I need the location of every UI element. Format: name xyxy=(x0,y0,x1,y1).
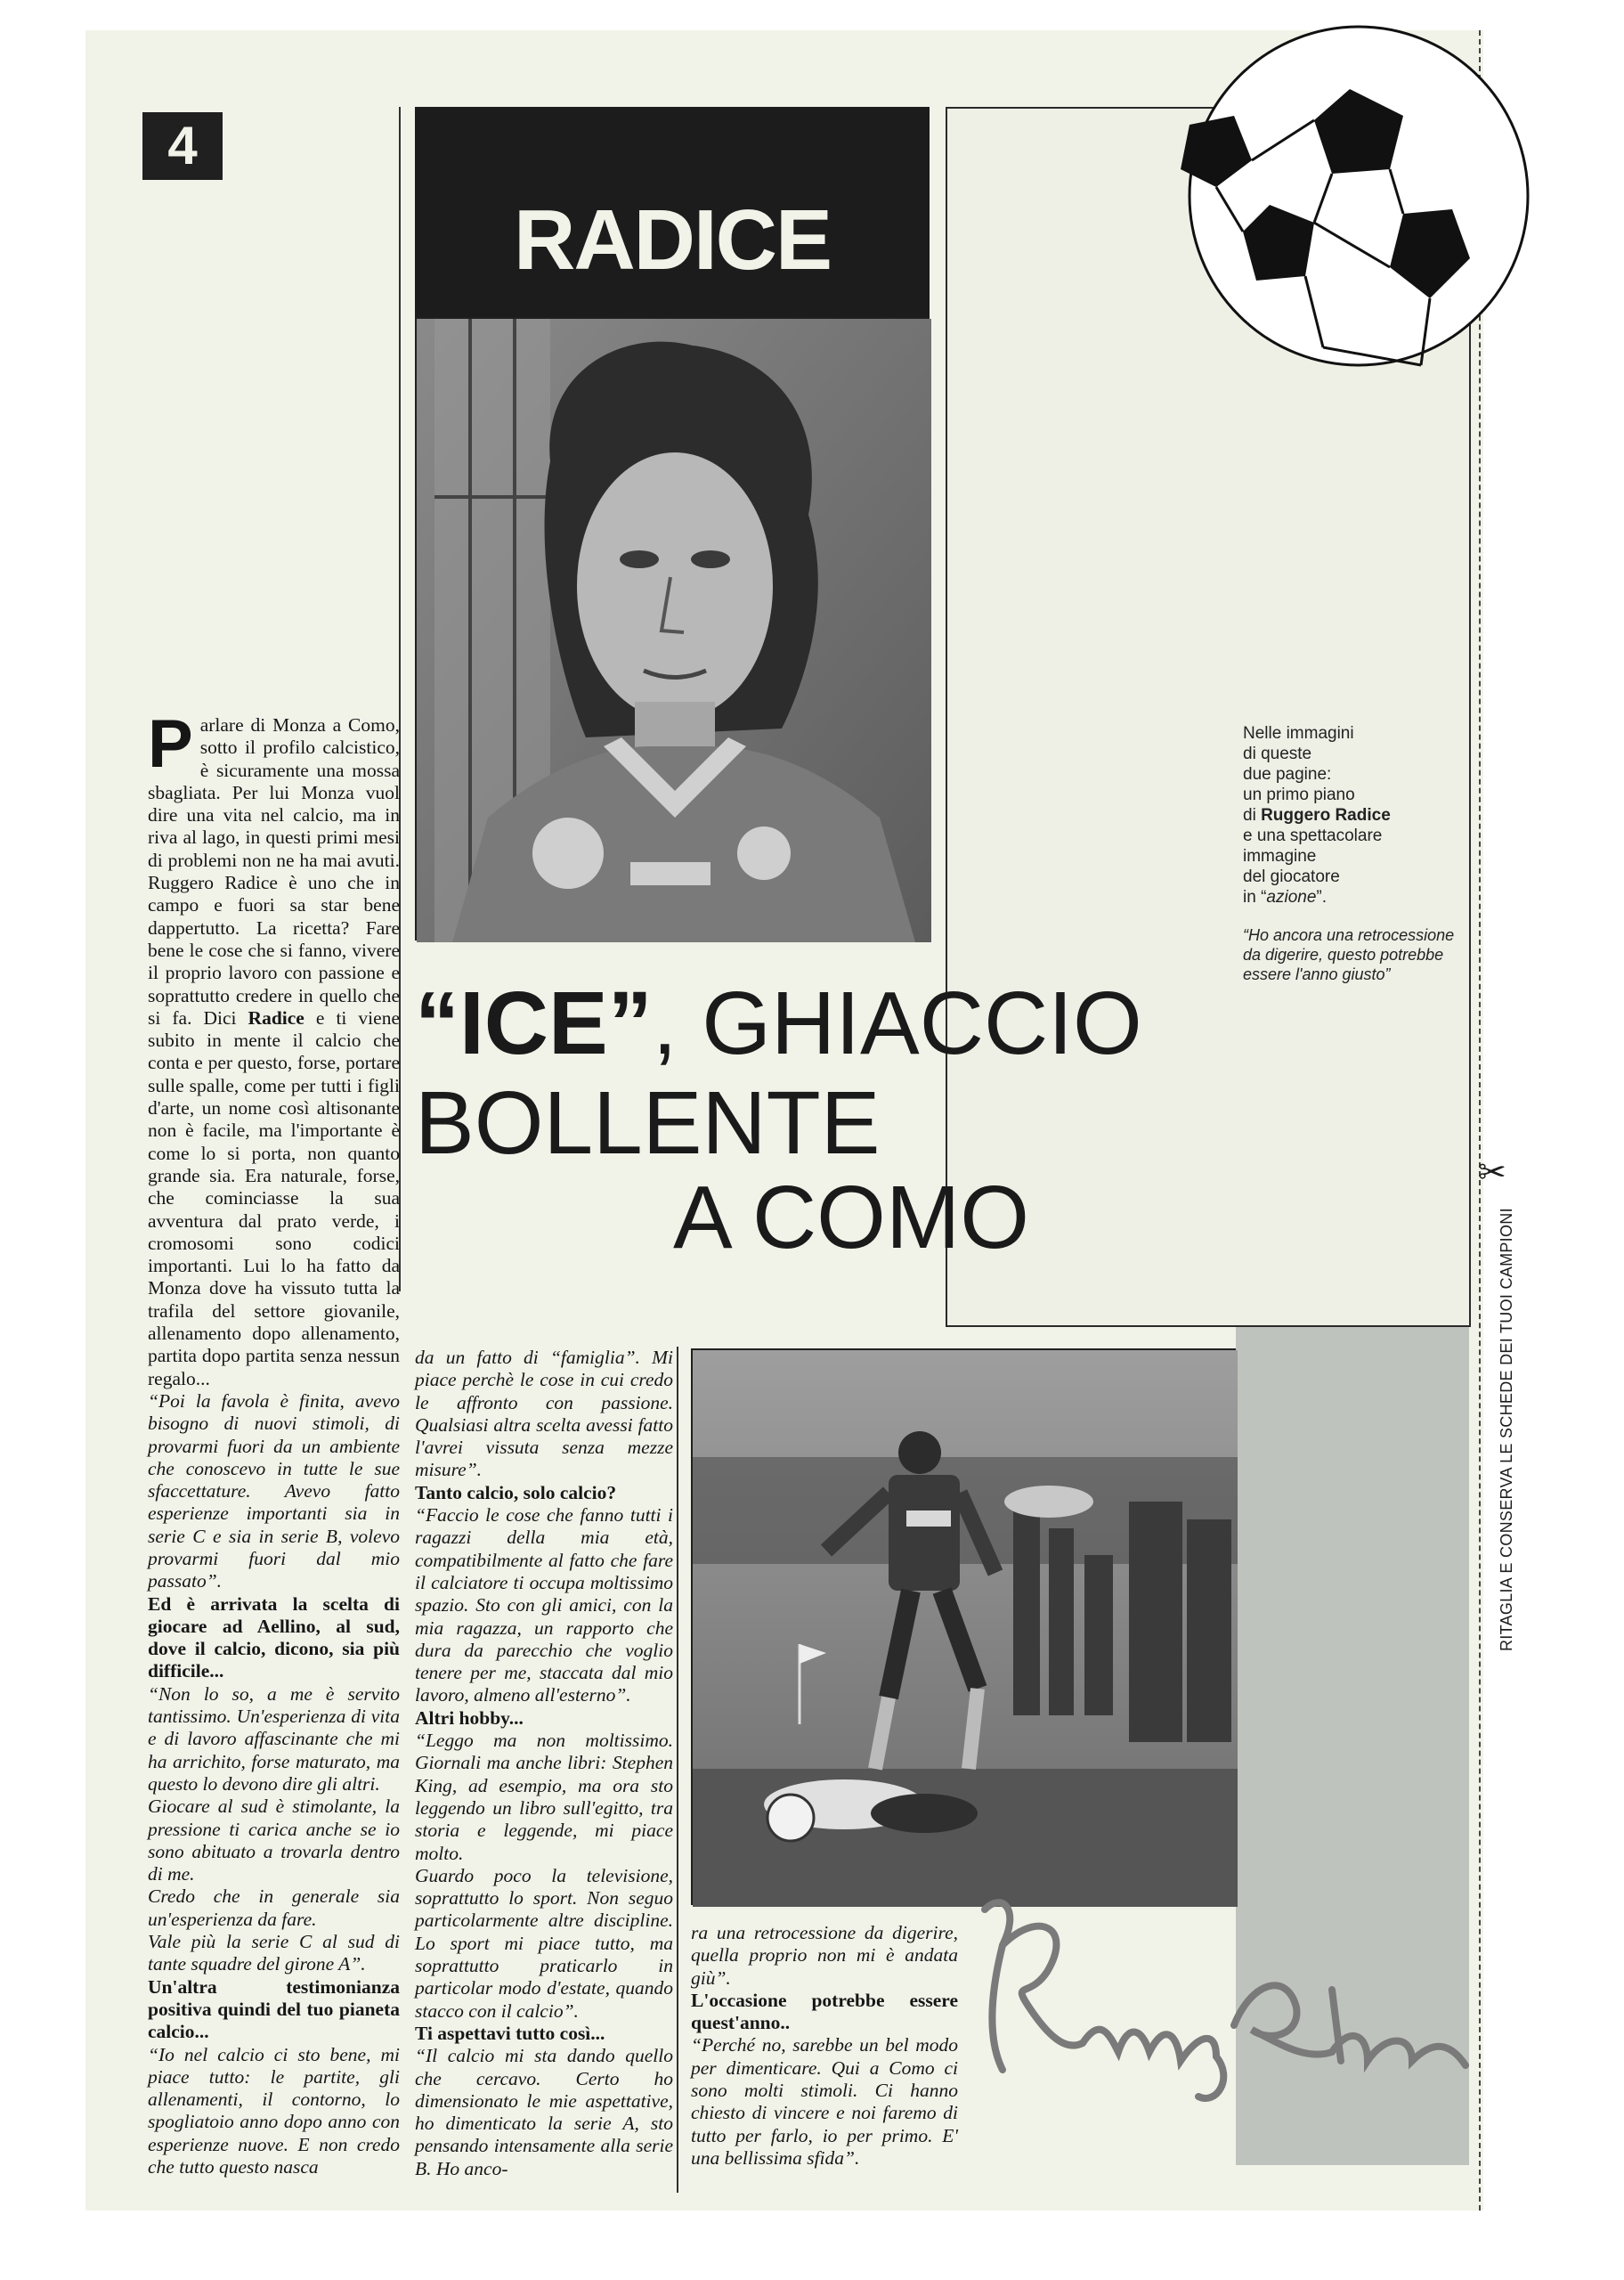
drop-cap: P xyxy=(148,706,193,782)
answer-7: “Perché no, sarebbe un bel modo per dimenticare. Qui a Como ci sono molti stimoli. Ci hanno chiesto di vincere e noi faremo di tutto per farlo, io per primo. E' una bellissima sfida”. xyxy=(691,2034,958,2169)
answer-3: “Io nel calcio ci sto bene, mi piace tutto: le partite, gli allenamenti, il contorno, lo spogliatoio anno dopo anno con esperienze nuove. E non credo che tutto questo nasca xyxy=(148,2043,400,2178)
answer-1: “Poi la favola è finita, avevo bisogno di nuovi stimoli, di provarmi fuori da un ambiente che conoscevo in tutte le sue sfaccettature. Avevo fatto esperienze importanti sia in serie C e sia in serie B, volevo provarmi fuori dal mio passato”. xyxy=(148,1389,400,1592)
photo-caption xyxy=(1243,723,1457,984)
portrait-photo xyxy=(415,317,930,940)
headline-line-1 xyxy=(415,973,1142,1073)
intro-text-2: e ti viene subito in mente il calcio che conta e per questo, forse, portare sulle spalle, come per tutti i figli d'arte, un nome così altisonante non è facile, ma l'importante è come lo si porta, non quanto grande sia. Era naturale, forse, che cominciasse la sua avventura dal prato verde, i cromosomi sono codici importanti. Lui lo ha fatto da Monza dove ha vissuto tutta la trafila del settore giovanile, allenamento dopo allenamento, partita dopo partita senza nessun regalo... xyxy=(148,1006,400,1389)
action-photo xyxy=(691,1348,1236,1905)
page-number: 4 xyxy=(142,112,223,180)
caption-quote: “Ho ancora una retrocessione da digerire, questo potrebbe essere l'anno giusto” xyxy=(1243,926,1455,983)
headline-line-2: BOLLENTE xyxy=(415,1073,881,1173)
column-rule xyxy=(677,1347,678,2193)
answer-2: “Non lo so, a me è servito tantissimo. Un'esperienza di vita e di lavoro affascinante che mi ha arrichito, forse maturato, ma questo lo devono dire gli altri. xyxy=(148,1682,400,1795)
caption-player-name: Ruggero Radice xyxy=(1261,806,1391,825)
caption-line: un primo piano xyxy=(1243,786,1355,804)
answer-6: “Il calcio mi sta dando quello che cercavo. Certo ho dimensionato le mie aspettative, ho dimenticato la serie A, sto pensando intensamente alla serie B. Ho anco- xyxy=(415,2045,673,2179)
question-2: Un'altra testimonianza positiva quindi del tuo pianeta calcio... xyxy=(148,1975,400,2043)
headline xyxy=(415,973,1142,1267)
caption-line: di queste xyxy=(1243,745,1312,763)
question-4: Altri hobby... xyxy=(415,1706,524,1729)
title-box xyxy=(415,107,930,317)
article-intro xyxy=(148,706,400,1390)
question-6: L'occasione potrebbe essere quest'anno.. xyxy=(691,1989,958,2034)
answer-5: “Leggo ma non moltissimo. Giornali ma anche libri: Stephen King, ad esempio, ma ora sto leggendo un libro sull'egitto, tra storia e leggende, mi piace molto. xyxy=(415,1730,673,1864)
caption-suffix: ”. xyxy=(1316,888,1328,907)
scissors-icon: ✂ xyxy=(1478,1152,1506,1192)
side-vertical-text: RITAGLIA E CONSERVA LE SCHEDE DEI TUOI CAMPIONI xyxy=(1498,1208,1515,1651)
question-5: Ti aspettavi tutto così... xyxy=(415,2022,605,2044)
caption-line: Nelle immagini xyxy=(1243,724,1354,743)
headline-line-1-rest: , GHIACCIO xyxy=(652,973,1142,1073)
intro-name: Radice xyxy=(248,1006,304,1029)
answer-6-cont: ra una retrocessione da digerire, quella proprio non mi è andata giù”. xyxy=(691,1922,958,1989)
signature-image xyxy=(949,1874,1572,2141)
answer-2d: Vale più la serie C al sud di tante squadre del girone A”. xyxy=(148,1931,400,1975)
question-3: Tanto calcio, solo calcio? xyxy=(415,1481,617,1503)
caption-line: e una spettacolare xyxy=(1243,826,1383,845)
caption-prefix: in “ xyxy=(1243,888,1267,907)
caption-line: due pagine: xyxy=(1243,765,1332,784)
article-column-1 xyxy=(148,706,400,2178)
caption-line xyxy=(1243,887,1457,908)
caption-line: immagine xyxy=(1243,847,1317,866)
magazine-page xyxy=(85,30,1515,2211)
caption-line: del giocatore xyxy=(1243,867,1340,886)
article-column-2 xyxy=(415,1347,673,2180)
caption-emphasis: azione xyxy=(1266,888,1317,907)
headline-line-3: A COMO xyxy=(673,1168,1030,1267)
answer-3-cont: da un fatto di “famiglia”. Mi piace perchè le cose in cui credo le affronto con passione. Qualsiasi altra scelta avessi fatto l'avrei vissuta senza mezze misure”. xyxy=(415,1347,673,1481)
answer-2c: Credo che in generale sia un'esperienza da fare. xyxy=(148,1885,400,1930)
headline-nickname: “ICE” xyxy=(415,973,653,1073)
caption-line xyxy=(1243,805,1457,826)
answer-4: “Faccio le cose che fanno tutti i ragazzi della mia età, compatibilmente al fatto che fare il calciatore ti occupa moltissimo spazio. Sto con gli amici, con la mia ragazza, un rapporto che dura da parecchio che voglio tenere per me, staccata dal mio lavoro, almeno all'esterno”. xyxy=(415,1504,673,1706)
football-icon xyxy=(1181,107,1474,374)
article-column-3 xyxy=(691,1922,958,2170)
answer-5b: Guardo poco la televisione, soprattutto lo sport. Non seguo particolarmente altre discipline. Lo sport mi piace tutto, ma soprattutto praticarlo in particolar modo d'estate, quando stacco con il calcio”. xyxy=(415,1864,673,2022)
intro-text-1: arlare di Monza a Como, sotto il profilo calcistico, è sicuramente una mossa sbagliata. Per lui Monza vuol dire una vita nel calcio, ma in riva al lago, in questi primi mesi di problemi non ne ha mai avuti. Ruggero Radice è uno che in campo e fuori sa star bene dappertutto. La ricetta? Fare bene le cose che si fanno, vivere il proprio lavoro con passione e soprattutto credere in quello che si fa. Dici xyxy=(148,714,400,1029)
question-1: Ed è arrivata la scelta di giocare ad Aellino, al sud, dove il calcio, dicono, sia più difficile... xyxy=(148,1592,400,1682)
caption-prefix: di xyxy=(1243,806,1262,825)
answer-2b: Giocare al sud è stimolante, la pressione ti carica anche se io sono abituato a trovarla dentro di me. xyxy=(148,1796,400,1885)
page-title: RADICE xyxy=(513,192,831,288)
